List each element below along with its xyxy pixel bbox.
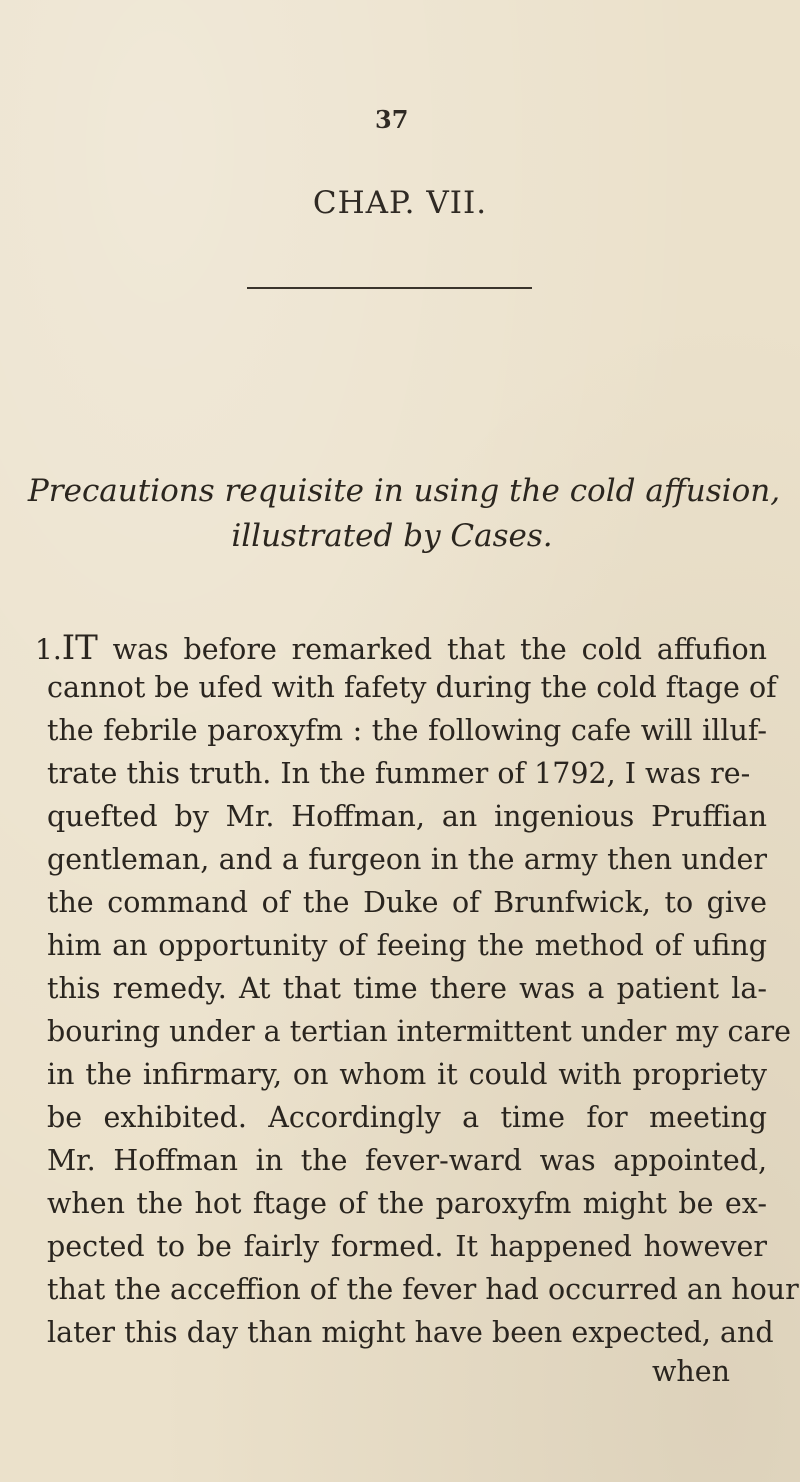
chapter-title: CHAP. VII. [312,185,488,221]
text-line: the febrile paroxyfm : the following cafe will illuf- [47,714,767,747]
text-line: bouring under a tertian intermittent under my care [47,1015,791,1048]
paragraph-first-line-text: was before remarked that the cold affufion [112,633,768,666]
text-line: later this day than might have been expected, and [47,1316,774,1349]
text-line: pected to be fairly formed. It happened however [47,1230,767,1263]
text-line: him an opportunity of feeing the method of ufing [47,929,767,962]
section-heading-line-1: Precautions requisite in using the cold affusion, [27,473,781,509]
page-number: 37 [375,105,409,134]
text-line: gentleman, and a furgeon in the army then under [47,843,767,876]
text-line: cannot be ufed with fafety during the cold ftage of [47,671,777,704]
text-line: quefted by Mr. Hoffman, an ingenious Pruffian [47,800,767,833]
text-line: this remedy. At that time there was a patient la- [47,972,767,1005]
text-line: when the hot ftage of the paroxyfm might be ex- [47,1187,767,1220]
text-line: trate this truth. In the fummer of 1792, I was re- [47,757,751,790]
divider-rule [247,287,532,289]
paragraph-number: 1. [35,633,62,666]
text-line: the command of the Duke of Brunfwick, to give [47,886,767,919]
text-line: be exhibited. Accordingly a time for meeting [47,1101,767,1134]
text-line: Mr. Hoffman in the fever-ward was appointed, [47,1144,767,1177]
section-heading-line-2: illustrated by Cases. [231,518,553,554]
catchword: when [652,1355,730,1388]
paragraph-first-line [35,628,767,668]
text-line: that the acceffion of the fever had occurred an hour [47,1273,799,1306]
paragraph-initial: IT [61,628,98,668]
text-line: in the infirmary, on whom it could with propriety [47,1058,767,1091]
